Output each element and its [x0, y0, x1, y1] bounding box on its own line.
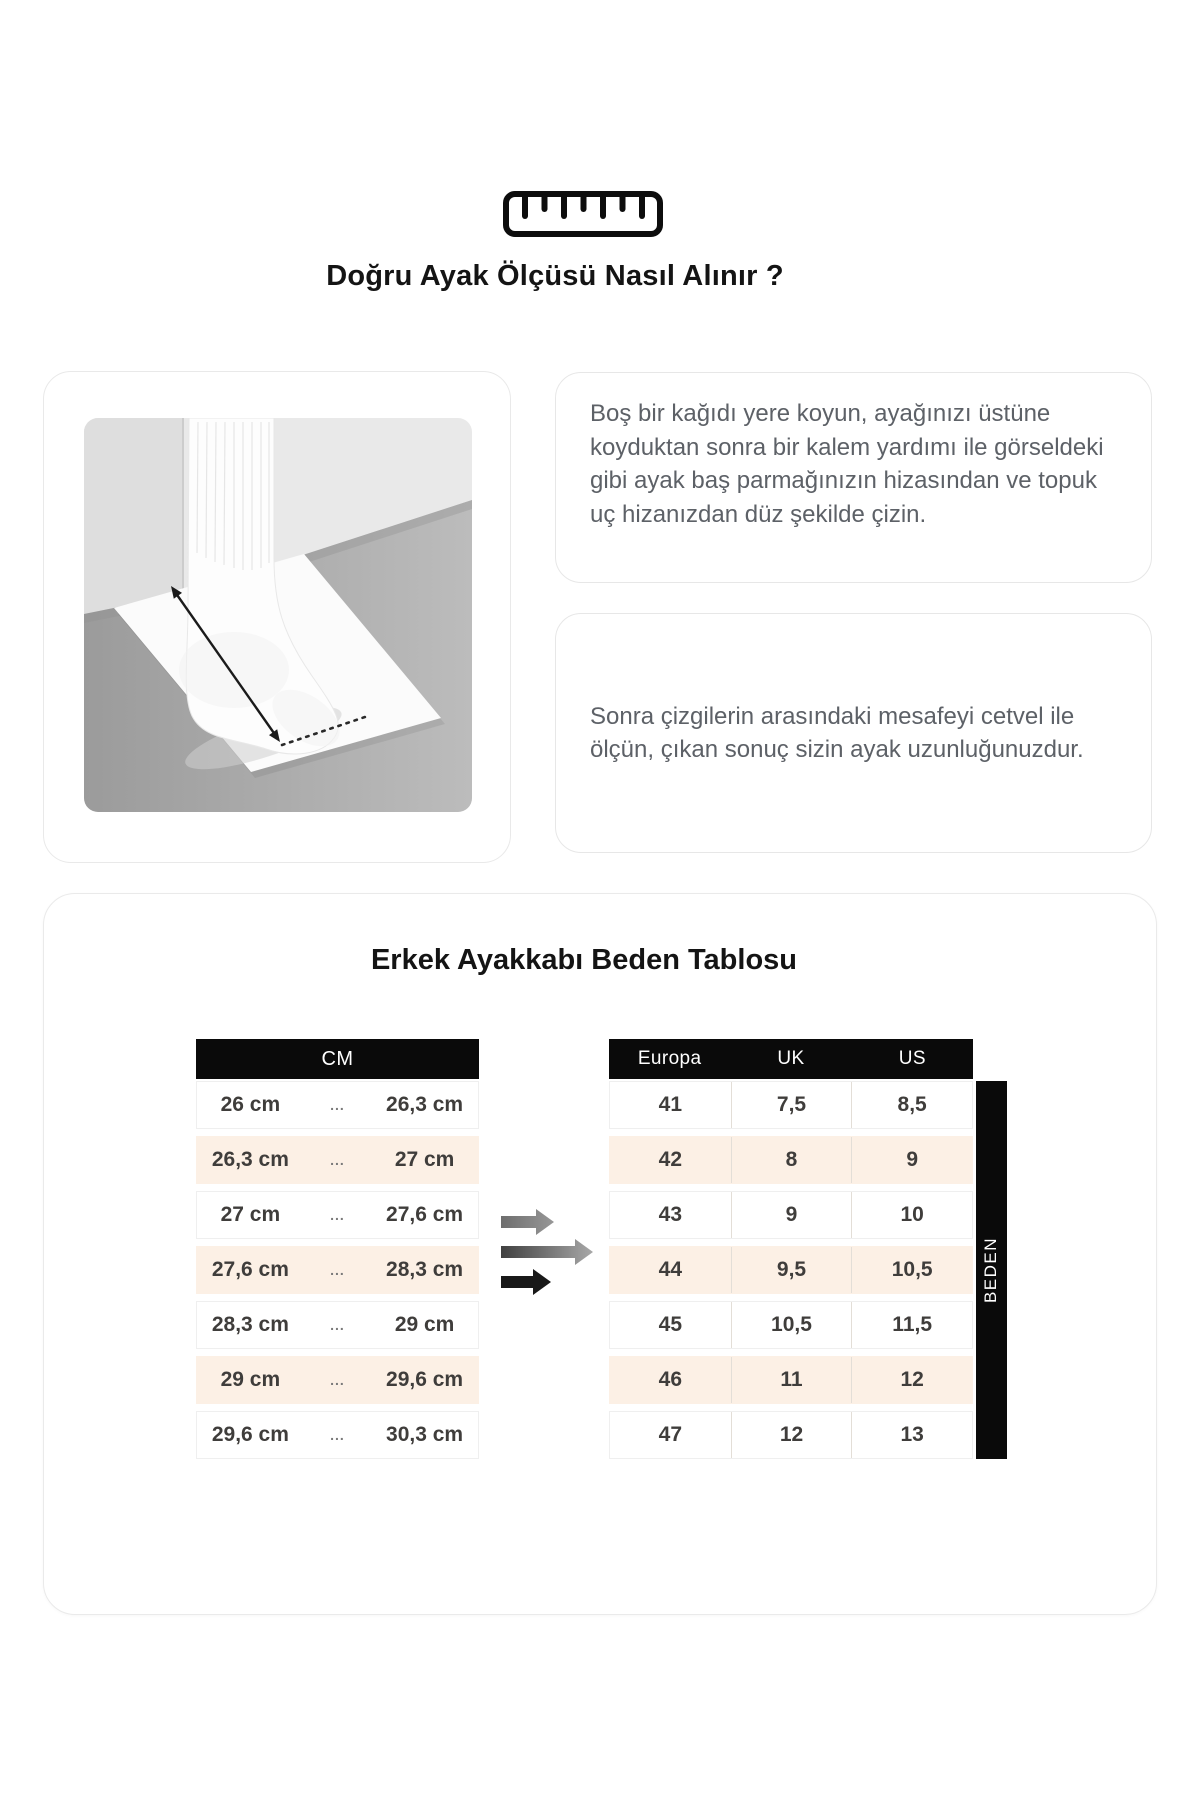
- measurement-photo-card: [43, 371, 511, 863]
- cm-range-row: 28,3 cm ... 29 cm: [196, 1301, 479, 1349]
- intl-size-row: 42 8 9: [609, 1136, 973, 1184]
- instruction-step-1-card: [555, 372, 1152, 583]
- instruction-step-1-text: Boş bir kağıdı yere koyun, ayağınızı üstüne koyduktan sonra bir kalem yardımı ile görseldeki gibi ayak baş parmağınızın hizasından ve topuk uç hizanızdan düz şekilde çizin.: [590, 400, 1104, 528]
- size-table-title: Erkek Ayakkabı Beden Tablosu: [370, 944, 798, 976]
- beden-side-bar: [976, 1081, 1007, 1459]
- col-header-us: US: [898, 1048, 926, 1069]
- intl-size-row: 41 7,5 8,5: [609, 1081, 973, 1129]
- instruction-step-2-card: [555, 613, 1152, 853]
- instruction-step-2-text: Sonra çizgilerin arasındaki mesafeyi cetvel ile ölçün, çıkan sonuç sizin ayak uzunluğunuzdur.: [590, 702, 1084, 763]
- intl-size-row: 47 12 13: [609, 1411, 973, 1459]
- cm-table-header: CM: [196, 1039, 479, 1079]
- cm-range-row: 29 cm ... 29,6 cm: [196, 1356, 479, 1404]
- cm-table-body: [196, 1081, 479, 1459]
- intl-size-table: [609, 1039, 973, 1466]
- ruler-icon: [502, 190, 664, 238]
- foot-on-paper-illustration: [84, 418, 472, 812]
- cm-range-row: 26,3 cm ... 27 cm: [196, 1136, 479, 1184]
- col-header-europa: Europa: [637, 1048, 702, 1069]
- foot-measurement-photo: [84, 418, 472, 812]
- cm-range-row: 29,6 cm ... 30,3 cm: [196, 1411, 479, 1459]
- col-header-uk: UK: [777, 1048, 805, 1069]
- intl-table-header: [609, 1039, 973, 1079]
- cm-range-table: [196, 1039, 479, 1466]
- intl-size-row: 45 10,5 11,5: [609, 1301, 973, 1349]
- intl-size-row: 43 9 10: [609, 1191, 973, 1239]
- intl-size-row: 44 9,5 10,5: [609, 1246, 973, 1294]
- cm-range-row: 26 cm ... 26,3 cm: [196, 1081, 479, 1129]
- cm-range-row: 27,6 cm ... 28,3 cm: [196, 1246, 479, 1294]
- size-table-card: [43, 893, 1157, 1615]
- cm-range-row: 27 cm ... 27,6 cm: [196, 1191, 479, 1239]
- intl-size-row: 46 11 12: [609, 1356, 973, 1404]
- page-title: Doğru Ayak Ölçüsü Nasıl Alınır ?: [326, 260, 784, 292]
- right-arrows-icon: [501, 1206, 593, 1298]
- intl-table-body: [609, 1081, 973, 1459]
- beden-label: BEDEN: [981, 1236, 1001, 1304]
